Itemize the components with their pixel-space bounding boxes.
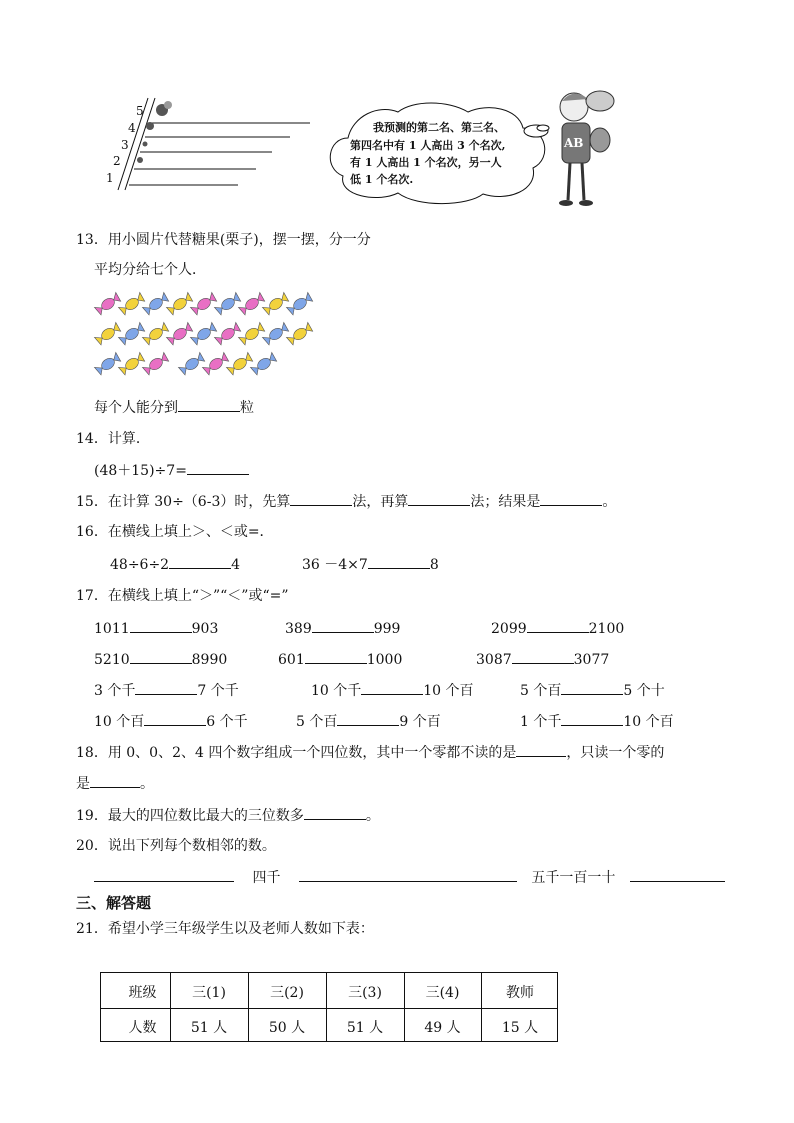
q17-right: 3077 bbox=[573, 652, 610, 668]
q16-a-left: 48÷6÷2 bbox=[110, 557, 170, 573]
q13-line2: 平均分给七个人． bbox=[94, 262, 206, 278]
candy-icon bbox=[214, 292, 241, 315]
q17-blank[interactable] bbox=[305, 648, 367, 664]
table-header-cell: 三(2) bbox=[270, 985, 304, 1001]
q14-expr: (48＋15)÷7= bbox=[94, 463, 187, 479]
q16-title: 16．在横线上填上＞、＜或=． bbox=[76, 524, 274, 540]
q17-left: 1011 bbox=[94, 621, 130, 637]
q15-text-3: 法；结果是 bbox=[470, 494, 541, 510]
q17-blank[interactable] bbox=[144, 710, 206, 726]
candy-icon bbox=[262, 322, 289, 345]
q17-r1-c2 bbox=[285, 617, 400, 637]
cloud-bubble-icon bbox=[318, 98, 558, 208]
q14-title: 14．计算． bbox=[76, 431, 150, 447]
q17-blank[interactable] bbox=[527, 617, 589, 633]
q21-table bbox=[100, 972, 558, 1042]
candy-icon bbox=[286, 292, 313, 315]
q17-blank[interactable] bbox=[561, 710, 623, 726]
q19-text-2: 。 bbox=[365, 808, 380, 824]
q16-b-left: 36 －4×7 bbox=[302, 557, 368, 573]
q17-left: 10 个千 bbox=[311, 683, 362, 699]
candy-icon bbox=[214, 322, 241, 345]
q14-blank[interactable] bbox=[187, 459, 249, 475]
bubble-line-1: 我预测的第二名、第三名、 bbox=[373, 121, 505, 134]
q16-item-b bbox=[302, 553, 439, 574]
rank-label-4: 4 bbox=[128, 121, 136, 135]
q20-title: 20．说出下列每个数相邻的数。 bbox=[76, 838, 276, 854]
q17-r3-c3 bbox=[520, 679, 665, 700]
q17-left: 389 bbox=[285, 621, 312, 637]
q14-expression bbox=[94, 459, 249, 480]
q17-r2-c3 bbox=[476, 648, 609, 668]
rank-label-2: 2 bbox=[113, 154, 121, 168]
candy-icon bbox=[166, 322, 193, 345]
q15-blank-2[interactable] bbox=[408, 490, 470, 506]
q17-r3-c2 bbox=[311, 679, 474, 700]
q16-a-right: 4 bbox=[231, 557, 241, 573]
q18-blank-2[interactable] bbox=[90, 772, 140, 788]
q17-right: 1000 bbox=[366, 652, 403, 668]
q19-blank[interactable] bbox=[304, 804, 366, 820]
table-data-cell: 人数 bbox=[128, 1020, 157, 1036]
q17-r4-c3 bbox=[520, 710, 674, 731]
q17-r3-c1 bbox=[94, 679, 239, 700]
q18-line1 bbox=[76, 741, 664, 762]
section-3-heading: 三、解答题 bbox=[76, 894, 152, 912]
q15-blank-3[interactable] bbox=[540, 490, 602, 506]
table-header-cell: 三(4) bbox=[425, 985, 460, 1001]
candy-icon bbox=[286, 322, 313, 345]
q17-r2-c1 bbox=[94, 648, 227, 668]
q21-title: 21．希望小学三年级学生以及老师人数如下表： bbox=[76, 921, 374, 937]
q19 bbox=[76, 804, 380, 825]
q18-text-2: ，只读一个零的 bbox=[566, 745, 665, 761]
candy-grid bbox=[94, 288, 324, 383]
q15-blank-1[interactable] bbox=[290, 490, 352, 506]
candy-icon bbox=[118, 322, 145, 345]
candy-icon bbox=[94, 292, 121, 315]
candy-icon bbox=[142, 322, 169, 345]
q17-blank[interactable] bbox=[130, 648, 192, 664]
table-data-cell: 51 人 bbox=[346, 1020, 384, 1036]
q18-blank-1[interactable] bbox=[516, 741, 566, 757]
q17-blank[interactable] bbox=[312, 617, 374, 633]
candy-icon bbox=[142, 352, 169, 375]
q17-right: 8990 bbox=[191, 652, 228, 668]
table-data-cell: 51 人 bbox=[190, 1020, 228, 1036]
rank-label-3: 3 bbox=[121, 138, 129, 152]
q16-b-right: 8 bbox=[429, 557, 439, 573]
q13-answer bbox=[94, 396, 254, 417]
candy-icon bbox=[142, 292, 169, 315]
candy-icon bbox=[118, 292, 145, 315]
q17-r1-c1 bbox=[94, 617, 218, 637]
q13-answer-blank[interactable] bbox=[178, 396, 240, 412]
q17-right: 999 bbox=[373, 621, 401, 637]
candy-icon bbox=[190, 322, 217, 345]
candy-icon bbox=[202, 352, 229, 375]
q17-blank[interactable] bbox=[361, 679, 423, 695]
candy-icon bbox=[166, 292, 193, 315]
q20-blank-2[interactable] bbox=[299, 866, 517, 882]
q17-left: 5 个百 bbox=[520, 683, 562, 699]
q13-line1: 13．用小圆片代替糖果(栗子)，摆一摆，分一分 bbox=[76, 232, 371, 248]
table-header-cell: 班级 bbox=[128, 985, 157, 1001]
candy-icon bbox=[178, 352, 205, 375]
q17-left: 3 个千 bbox=[94, 683, 136, 699]
candy-icon bbox=[250, 352, 277, 375]
q17-r2-c2 bbox=[278, 648, 402, 668]
q15-text-1: 15．在计算 30÷（6-3）时，先算 bbox=[76, 494, 291, 510]
table-header-cell: 三(1) bbox=[192, 985, 226, 1001]
rank-label-1: 1 bbox=[106, 171, 114, 185]
q17-right: 7 个千 bbox=[197, 683, 239, 699]
q17-left: 5 个百 bbox=[296, 714, 338, 730]
q17-left: 5210 bbox=[94, 652, 130, 668]
bubble-line-3: 有 1 人高出 1 个名次，另一人 bbox=[350, 156, 502, 169]
table-data-cell: 49 人 bbox=[424, 1020, 461, 1036]
q17-blank[interactable] bbox=[337, 710, 399, 726]
q17-right: 6 个千 bbox=[206, 714, 248, 730]
q17-right: 9 个百 bbox=[399, 714, 441, 730]
candy-icon bbox=[94, 352, 121, 375]
candy-icon bbox=[190, 292, 217, 315]
q17-left: 1 个千 bbox=[520, 714, 562, 730]
q15 bbox=[76, 490, 616, 511]
q17-right: 903 bbox=[191, 621, 219, 637]
table-data-cell: 15 人 bbox=[501, 1020, 539, 1036]
q17-left: 2099 bbox=[491, 621, 527, 637]
q17-blank[interactable] bbox=[135, 679, 197, 695]
q17-right: 10 个百 bbox=[623, 714, 674, 730]
q17-blank[interactable] bbox=[130, 617, 192, 633]
q18-text-4: 。 bbox=[140, 776, 154, 792]
shirt-text: AB bbox=[564, 136, 584, 150]
q17-r1-c3 bbox=[491, 617, 624, 637]
q17-title: 17．在横线上填上“＞”“＜”或“=” bbox=[76, 588, 289, 604]
candy-icon bbox=[238, 322, 265, 345]
q16-item-a bbox=[110, 553, 240, 573]
q20-number-1: 四千 bbox=[252, 870, 281, 886]
bubble-line-2: 第四名中有 1 人高出 3 个名次, bbox=[350, 139, 506, 152]
q17-left: 601 bbox=[278, 652, 305, 668]
q17-right: 2100 bbox=[588, 621, 625, 637]
q17-left: 3087 bbox=[476, 652, 512, 668]
table-header-cell: 三(3) bbox=[348, 985, 382, 1001]
bubble-line-4: 低 1 个名次. bbox=[350, 173, 414, 186]
q20-blank-3[interactable] bbox=[630, 866, 725, 882]
rank-label-5: 5 bbox=[136, 104, 144, 118]
q18-text-1: 18．用 0、0、2、4 四个数字组成一个四位数，其中一个零都不读的是 bbox=[76, 745, 517, 761]
q18-line2 bbox=[76, 772, 154, 793]
q17-r4-c1 bbox=[94, 710, 248, 731]
q17-r4-c2 bbox=[296, 710, 441, 731]
q16-b-blank[interactable] bbox=[368, 553, 430, 569]
q20-blank-1[interactable] bbox=[94, 866, 234, 882]
q13-answer-suffix: 粒 bbox=[240, 400, 254, 416]
q17-left: 10 个百 bbox=[94, 714, 145, 730]
candy-icon bbox=[94, 322, 121, 345]
candy-icon bbox=[118, 352, 145, 375]
q17-right: 10 个百 bbox=[423, 683, 474, 699]
q20-number-2: 五千一百一十 bbox=[531, 870, 616, 886]
q15-text-2: 法，再算 bbox=[352, 494, 409, 510]
candy-icon bbox=[262, 292, 289, 315]
q15-text-4: 。 bbox=[602, 494, 617, 510]
candy-icon bbox=[226, 352, 253, 375]
q16-a-blank[interactable] bbox=[169, 553, 231, 569]
q17-blank[interactable] bbox=[561, 679, 623, 695]
table-header-cell: 教师 bbox=[506, 985, 534, 1001]
candy-icon bbox=[238, 292, 265, 315]
q20-neighbors bbox=[94, 866, 725, 887]
q18-text-3: 是 bbox=[76, 776, 90, 792]
table-data-cell: 50 人 bbox=[268, 1020, 306, 1036]
q17-right: 5 个十 bbox=[623, 683, 665, 699]
q13-answer-prefix: 每个人能分到 bbox=[94, 400, 178, 416]
q17-blank[interactable] bbox=[512, 648, 574, 664]
q19-text-1: 19．最大的四位数比最大的三位数多 bbox=[76, 808, 304, 824]
